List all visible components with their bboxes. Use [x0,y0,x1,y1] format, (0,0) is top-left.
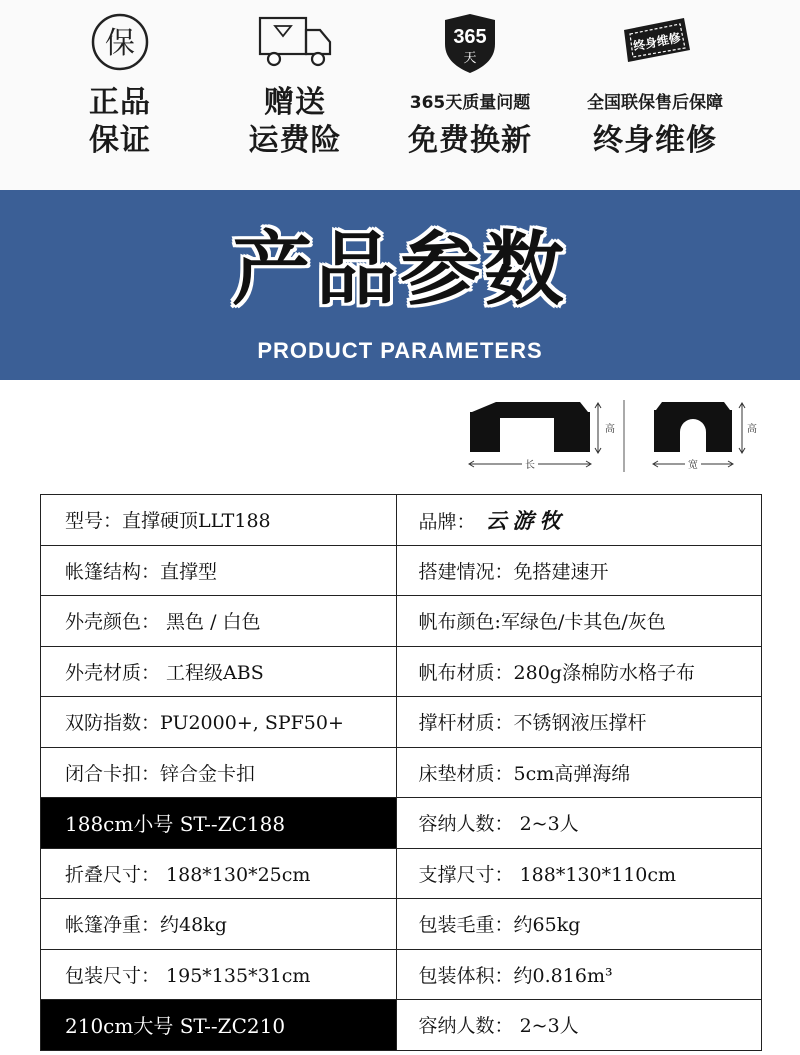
table-row [41,949,762,1000]
feature-line2: 运费险 [248,123,342,158]
table-cell: 撑杆材质：不锈钢液压撑杆 [396,697,761,748]
guarantee-strip [0,0,800,190]
feature-line2: 终身维修 [593,123,717,158]
model-header-small: 188cm小号 ST--ZC188 [41,798,397,849]
table-cell: 搭建情况：免搭建速开 [396,545,761,596]
feature-365-replacement [370,0,570,190]
table-cell: 容纳人数： 2~3人 [396,1000,761,1051]
table-cell: 包装体积：约0.816m³ [396,949,761,1000]
section-subtitle: PRODUCT PARAMETERS [257,338,543,363]
table-cell: 帆布颜色:军绿色/卡其色/灰色 [396,596,761,647]
delivery-truck-icon [250,10,340,74]
lifetime-repair-stamp-icon [610,10,700,74]
table-cell: 外壳材质： 工程级ABS [41,646,397,697]
table-row [41,697,762,748]
table-cell: 床垫材质：5cm高弹海绵 [396,747,761,798]
badge-number: 365 [453,26,487,48]
front-view [653,402,757,471]
height-label: 高 [605,424,615,435]
width-label: 宽 [688,460,698,471]
feature-line1: 全国联保售后保障 [587,93,723,113]
365-shield-icon [425,10,515,74]
brand-label: 品牌： [418,510,476,533]
badge-unit: 天 [463,51,477,66]
height-label: 高 [747,424,757,435]
table-cell: 帐篷结构：直撑型 [41,545,397,596]
table-row [41,1000,762,1051]
table-cell: 支撑尺寸： 188*130*110cm [396,848,761,899]
section-title: 产品参数 [232,223,568,316]
table-cell: 包装毛重：约65kg [396,899,761,950]
feature-line1: 365天质量问题 [409,93,531,113]
table-cell: 双防指数：PU2000+, SPF50+ [41,697,397,748]
table-cell: 外壳颜色： 黑色 / 白色 [41,596,397,647]
section-banner [0,190,800,380]
feature-line2: 保证 [89,123,151,158]
feature-line1: 赠送 [264,85,326,120]
table-row [41,495,762,546]
brand-name: 云游牧 [485,507,567,533]
brand-cell [396,495,761,546]
table-row [41,798,762,849]
table-row [41,747,762,798]
table-cell: 帆布材质：280g涤棉防水格子布 [396,646,761,697]
table-row [41,848,762,899]
table-cell: 包装尺寸： 195*135*31cm [41,949,397,1000]
table-cell: 型号：直撑硬顶LLT188 [41,495,397,546]
spec-table [40,494,762,1051]
stamp-text: 终身维修 [632,30,682,54]
table-row [41,596,762,647]
table-row [41,545,762,596]
length-label: 长 [525,460,535,471]
table-row [41,646,762,697]
feature-shipping-insurance [195,0,395,190]
feature-lifetime-repair [555,0,755,190]
guarantee-seal-icon [75,10,165,74]
model-header-large: 210cm大号 ST--ZC210 [41,1000,397,1051]
side-view [469,402,615,471]
feature-line1: 正品 [89,85,151,120]
seal-char: 保 [105,26,135,61]
table-cell: 容纳人数： 2~3人 [396,798,761,849]
dimension-diagram [460,396,760,478]
table-cell: 折叠尺寸： 188*130*25cm [41,848,397,899]
table-cell: 帐篷净重：约48kg [41,899,397,950]
feature-authentic [20,0,220,190]
table-row [41,899,762,950]
feature-line2: 免费换新 [408,123,532,158]
table-cell: 闭合卡扣：锌合金卡扣 [41,747,397,798]
